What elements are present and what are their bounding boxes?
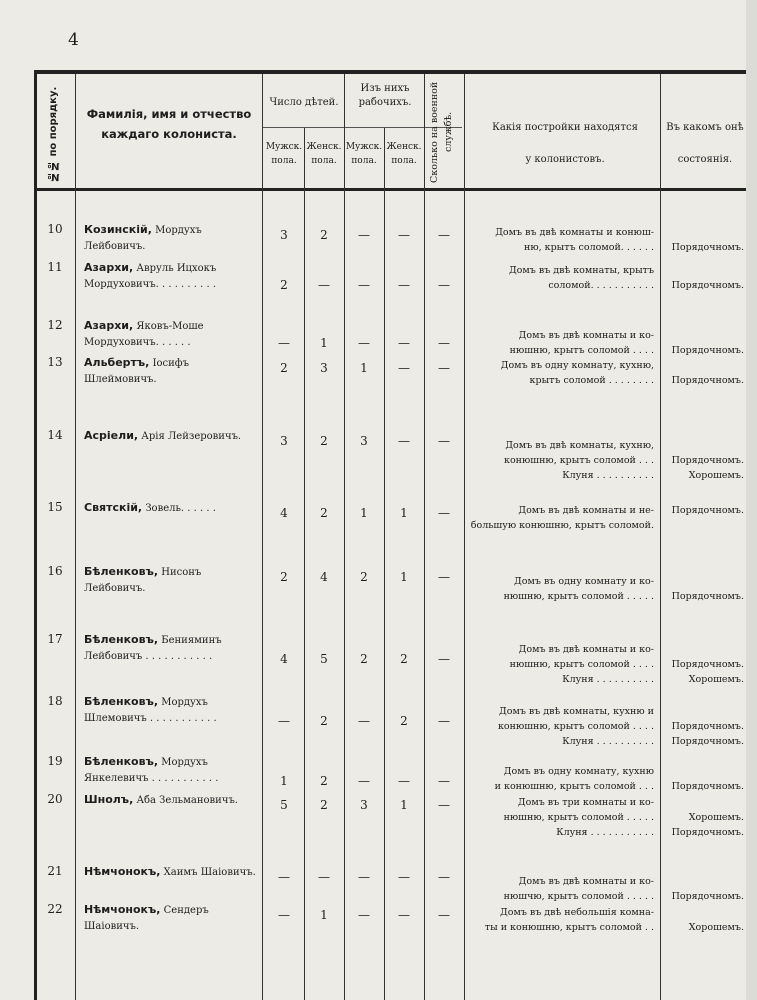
buildings-cell <box>468 874 654 904</box>
condition-line: Хорошемъ. <box>688 812 744 823</box>
buildings-cell <box>468 642 654 687</box>
buildings-line: Домъ въ двѣ комнаты, крытъ <box>508 265 654 276</box>
given-names: Мордухъ Янкелевичъ . . . . . . . . . . . <box>84 757 219 784</box>
count-workers-f: — <box>398 908 410 922</box>
given-names: Мордухъ Лейбовичъ. <box>84 225 202 252</box>
condition-line: Порядочномъ. <box>671 891 744 902</box>
surname: Асріели, <box>84 429 139 442</box>
buildings-cell <box>468 503 654 533</box>
count-girls: 2 <box>320 434 328 448</box>
condition-line <box>662 263 744 278</box>
count-military: — <box>438 774 450 788</box>
header-name: Фамилія, имя и отчество каждаго колониста. <box>86 107 252 141</box>
condition-line <box>662 905 744 920</box>
count-boys: 3 <box>280 434 288 448</box>
buildings-line: Домъ въ двѣ комнаты, кухню, <box>505 440 654 451</box>
count-girls: 2 <box>320 228 328 242</box>
colonist-name <box>84 792 258 809</box>
header-condition: Въ какомъ онѣ состоянія. <box>666 122 744 165</box>
condition-line <box>662 764 744 779</box>
count-boys: — <box>278 336 290 350</box>
colonist-name <box>84 754 258 787</box>
table-left-border <box>34 70 37 1000</box>
count-workers-m: — <box>358 336 370 350</box>
count-military: — <box>438 714 450 728</box>
colonist-name <box>84 355 258 388</box>
count-boys: 1 <box>280 774 288 788</box>
count-girls: 1 <box>320 908 328 922</box>
buildings-cell <box>468 795 654 840</box>
count-workers-f: — <box>398 774 410 788</box>
col-divider <box>464 74 465 1000</box>
buildings-cell <box>468 438 654 483</box>
condition-line <box>662 225 744 240</box>
buildings-cell <box>468 358 654 388</box>
table-top-rule <box>34 70 757 74</box>
header-bottom-rule <box>34 188 757 191</box>
count-workers-f: — <box>398 434 410 448</box>
buildings-line: соломой. . . . . . . . . . . <box>548 280 654 291</box>
condition-cell <box>662 574 744 604</box>
count-workers-m: 1 <box>360 361 368 375</box>
count-workers-m: — <box>358 908 370 922</box>
buildings-cell <box>468 764 654 794</box>
count-military: — <box>438 434 450 448</box>
row-number: 18 <box>47 694 63 708</box>
count-boys: 2 <box>280 361 288 375</box>
header-children: Число дѣтей. <box>269 97 339 108</box>
buildings-cell <box>468 328 654 358</box>
condition-line: Порядочномъ. <box>671 455 744 466</box>
surname: Шнолъ, <box>84 793 134 806</box>
row-number: 19 <box>47 754 63 768</box>
condition-line: Порядочномъ. <box>671 827 744 838</box>
colonist-name <box>84 428 258 445</box>
surname: Святскій, <box>84 501 143 514</box>
condition-cell <box>662 764 744 794</box>
count-military: — <box>438 798 450 812</box>
surname: Нѣмчонокъ, <box>84 903 161 916</box>
surname: Бѣленковъ, <box>84 695 159 708</box>
col-divider <box>262 74 263 1000</box>
count-military: — <box>438 336 450 350</box>
buildings-line: нюшню, крытъ соломой . . . . . <box>503 812 654 823</box>
condition-cell <box>662 225 744 255</box>
condition-line <box>662 874 744 889</box>
col-divider <box>424 74 425 1000</box>
condition-line: Порядочномъ. <box>671 736 744 747</box>
surname: Бѣленковъ, <box>84 565 159 578</box>
buildings-line: Домъ въ одну комнату, кухню, <box>500 360 654 371</box>
condition-cell <box>662 795 744 840</box>
colonist-name <box>84 694 258 727</box>
given-names: Нисонъ Лейбовичъ. <box>84 567 202 594</box>
row-number: 13 <box>47 355 63 369</box>
colonist-name <box>84 318 258 351</box>
count-workers-f: 1 <box>400 506 408 520</box>
surname: Азархи, <box>84 261 134 274</box>
buildings-line: Клуня . . . . . . . . . . <box>562 470 654 481</box>
buildings-line: нюшню, крытъ соломой . . . . . <box>503 591 654 602</box>
row-number: 17 <box>47 632 63 646</box>
row-number: 14 <box>47 428 63 442</box>
buildings-cell <box>468 905 654 935</box>
buildings-line: Домъ въ двѣ комнаты и ко- <box>518 330 654 341</box>
condition-line: Порядочномъ. <box>671 375 744 386</box>
count-workers-m: 2 <box>360 570 368 584</box>
surname: Альбертъ, <box>84 356 150 369</box>
count-boys: — <box>278 870 290 884</box>
count-workers-m: — <box>358 774 370 788</box>
col-divider <box>75 74 76 1000</box>
buildings-line: нюшню, крытъ соломой . . . . <box>509 659 654 670</box>
buildings-cell <box>468 225 654 255</box>
condition-cell <box>662 328 744 358</box>
buildings-line: ты и конюшню, крытъ соломой . . <box>484 922 654 933</box>
count-girls: — <box>318 278 330 292</box>
condition-line: Порядочномъ. <box>671 280 744 291</box>
condition-cell <box>662 874 744 904</box>
count-workers-m: — <box>358 278 370 292</box>
count-military: — <box>438 570 450 584</box>
count-workers-f: — <box>398 870 410 884</box>
count-boys: — <box>278 908 290 922</box>
count-workers-f: 2 <box>400 714 408 728</box>
count-girls: — <box>318 870 330 884</box>
given-names: Бенияминъ Лейбовичъ . . . . . . . . . . . <box>84 635 222 662</box>
surname: Азархи, <box>84 319 134 332</box>
count-workers-m: 3 <box>360 434 368 448</box>
buildings-line: нюшню, крытъ соломой . . . . <box>509 345 654 356</box>
condition-line <box>662 642 744 657</box>
count-boys: 4 <box>280 652 288 666</box>
given-names: Яковъ-Моше Мордуховичъ. . . . . . <box>84 321 204 348</box>
buildings-cell <box>468 574 654 604</box>
buildings-line: Домъ въ двѣ комнаты и конюш- <box>495 227 654 238</box>
given-names: Хаимъ Шаіовичъ. <box>163 867 256 878</box>
count-military: — <box>438 361 450 375</box>
condition-cell <box>662 905 744 935</box>
col-divider <box>344 74 345 1000</box>
buildings-cell <box>468 263 654 293</box>
given-names: Мордухъ Шлемовичъ . . . . . . . . . . . <box>84 697 217 724</box>
buildings-line: Домъ въ двѣ комнаты, кухню и <box>499 706 654 717</box>
buildings-line: Клуня . . . . . . . . . . <box>562 674 654 685</box>
count-girls: 3 <box>320 361 328 375</box>
count-workers-m: 2 <box>360 652 368 666</box>
colonist-name <box>84 222 258 255</box>
condition-cell <box>662 358 744 388</box>
colonist-name <box>84 500 258 517</box>
buildings-line: Домъ въ двѣ комнаты и ко- <box>518 644 654 655</box>
count-workers-m: — <box>358 870 370 884</box>
condition-line: Порядочномъ. <box>671 659 744 670</box>
buildings-line: Клуня . . . . . . . . . . <box>562 736 654 747</box>
header-children-female: Женск. пола. <box>306 142 342 166</box>
condition-cell <box>662 642 744 687</box>
count-boys: 2 <box>280 278 288 292</box>
buildings-cell <box>468 704 654 749</box>
count-military: — <box>438 870 450 884</box>
count-girls: 2 <box>320 714 328 728</box>
given-names: Зовель. . . . . . <box>145 503 216 514</box>
condition-cell <box>662 704 744 749</box>
buildings-line: Домъ въ двѣ комнаты и ко- <box>518 876 654 887</box>
count-workers-m: 3 <box>360 798 368 812</box>
count-military: — <box>438 228 450 242</box>
buildings-line: Домъ въ одну комнату, кухню <box>503 766 654 777</box>
condition-line <box>662 795 744 810</box>
colonist-name <box>84 564 258 597</box>
count-workers-f: — <box>398 361 410 375</box>
page-number: 4 <box>68 30 79 50</box>
surname: Бѣленковъ, <box>84 633 159 646</box>
row-number: 16 <box>47 564 63 578</box>
buildings-line: и конюшню, крытъ соломой . . . <box>494 781 654 792</box>
condition-line: Порядочномъ. <box>671 345 744 356</box>
condition-cell <box>662 503 744 518</box>
count-workers-f: — <box>398 336 410 350</box>
count-workers-m: — <box>358 714 370 728</box>
header-buildings: Какія постройки находятся у колонистовъ. <box>492 122 638 165</box>
condition-line: Порядочномъ. <box>671 781 744 792</box>
surname: Козинскій, <box>84 223 152 236</box>
buildings-line: конюшню, крытъ соломой . . . <box>504 455 654 466</box>
count-military: — <box>438 652 450 666</box>
header-children-male: Мужск. пола. <box>265 142 303 166</box>
condition-line <box>662 574 744 589</box>
header-workers-female: Женск. пола. <box>386 142 422 166</box>
condition-line: Хорошемъ. <box>688 922 744 933</box>
header-military: Сколько на военной службѣ. <box>429 81 454 183</box>
given-names: Арія Лейзеровичъ. <box>141 431 242 442</box>
count-workers-f: — <box>398 228 410 242</box>
condition-cell <box>662 438 744 483</box>
count-boys: 3 <box>280 228 288 242</box>
condition-line <box>662 704 744 719</box>
condition-line <box>662 358 744 373</box>
count-girls: 2 <box>320 798 328 812</box>
buildings-line: ню, крытъ соломой. . . . . . <box>524 242 654 253</box>
count-workers-f: 2 <box>400 652 408 666</box>
count-boys: — <box>278 714 290 728</box>
surname: Бѣленковъ, <box>84 755 159 768</box>
colonist-name <box>84 632 258 665</box>
condition-line <box>662 328 744 343</box>
count-workers-f: — <box>398 278 410 292</box>
colonist-name <box>84 260 258 293</box>
count-military: — <box>438 908 450 922</box>
given-names: Іосифъ Шлеймовичъ. <box>84 358 189 385</box>
row-number: 20 <box>47 792 63 806</box>
count-girls: 4 <box>320 570 328 584</box>
condition-line: Порядочномъ. <box>671 505 744 516</box>
buildings-line: Домъ въ двѣ комнаты и не- <box>518 505 654 516</box>
header-number: №№ по порядку. <box>48 86 59 182</box>
row-number: 12 <box>47 318 63 332</box>
buildings-line: Клуня . . . . . . . . . . . <box>556 827 654 838</box>
count-military: — <box>438 506 450 520</box>
header-workers: Изъ нихъ рабочихъ. <box>358 83 412 108</box>
surname: Нѣмчонокъ, <box>84 865 161 878</box>
colonist-name <box>84 864 258 881</box>
row-number: 11 <box>47 260 63 274</box>
condition-line: Хорошемъ. <box>688 674 744 685</box>
count-workers-f: 1 <box>400 798 408 812</box>
condition-line: Порядочномъ. <box>671 721 744 732</box>
condition-cell <box>662 263 744 293</box>
given-names: Сендеръ Шаіовичъ. <box>84 905 209 932</box>
row-number: 15 <box>47 500 63 514</box>
count-workers-f: 1 <box>400 570 408 584</box>
buildings-line: Домъ въ три комнаты и ко- <box>517 797 654 808</box>
count-workers-m: 1 <box>360 506 368 520</box>
buildings-line: Домъ въ двѣ небольшія комна- <box>500 907 654 918</box>
count-girls: 2 <box>320 774 328 788</box>
row-number: 10 <box>47 222 63 236</box>
col-divider <box>660 74 661 1000</box>
header-workers-male: Мужск. пола. <box>345 142 383 166</box>
buildings-line: большую конюшню, крытъ соломой. <box>470 520 654 531</box>
colonist-name <box>84 902 258 935</box>
buildings-line: нюшчю, крытъ соломой . . . . . <box>503 891 654 902</box>
given-names: Авруль Ицхокъ Мордуховичъ. . . . . . . . . . <box>84 263 217 290</box>
count-girls: 2 <box>320 506 328 520</box>
condition-line: Хорошемъ. <box>688 470 744 481</box>
count-girls: 1 <box>320 336 328 350</box>
buildings-line: конюшню, крытъ соломой . . . . <box>497 721 654 732</box>
page-edge <box>746 0 757 1000</box>
given-names: Аба Зельмановичъ. <box>136 795 238 806</box>
count-military: — <box>438 278 450 292</box>
row-number: 21 <box>47 864 63 878</box>
condition-line <box>662 438 744 453</box>
count-boys: 2 <box>280 570 288 584</box>
buildings-line: крытъ соломой . . . . . . . . <box>529 375 654 386</box>
count-girls: 5 <box>320 652 328 666</box>
row-number: 22 <box>47 902 63 916</box>
buildings-line: Домъ въ одну комнату и ко- <box>514 576 654 587</box>
condition-line: Порядочномъ. <box>671 242 744 253</box>
count-boys: 5 <box>280 798 288 812</box>
count-workers-m: — <box>358 228 370 242</box>
condition-line: Порядочномъ. <box>671 591 744 602</box>
count-boys: 4 <box>280 506 288 520</box>
